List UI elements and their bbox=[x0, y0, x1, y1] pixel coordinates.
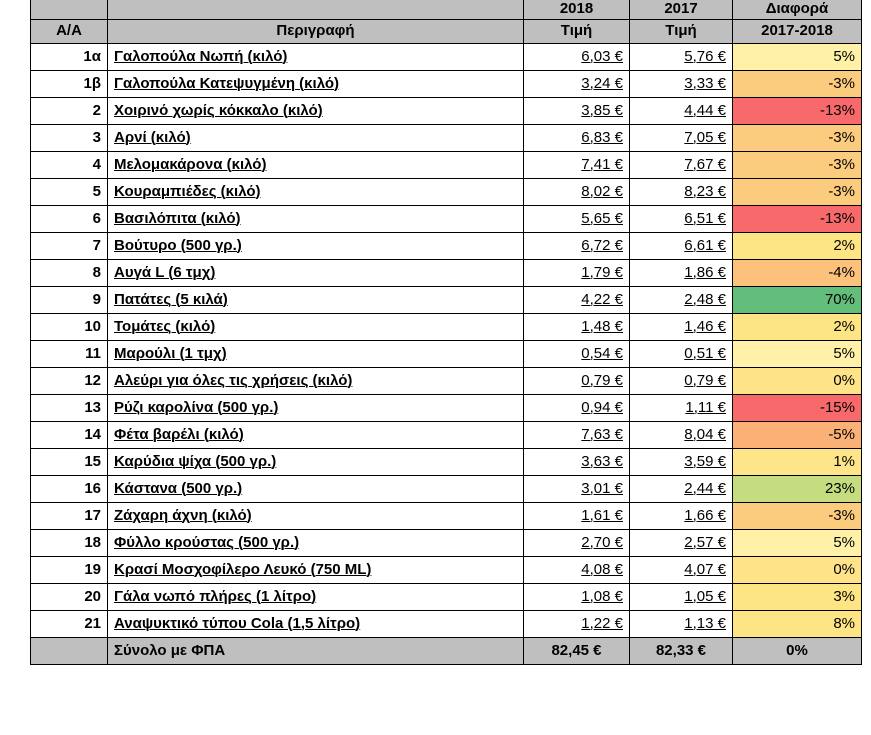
table-row bbox=[31, 475, 862, 502]
total-row bbox=[31, 637, 862, 664]
row-price-2018 bbox=[524, 97, 630, 124]
row-diff: -13% bbox=[733, 205, 862, 232]
row-price-2017-text: 8,23 € bbox=[684, 182, 726, 200]
total-diff: 0% bbox=[733, 637, 862, 664]
row-diff: 0% bbox=[733, 556, 862, 583]
row-description-text: Γαλοπούλα Κατεψυγμένη (κιλό) bbox=[114, 74, 340, 92]
row-price-2018-text: 3,24 € bbox=[581, 74, 623, 92]
row-price-2018-text: 1,48 € bbox=[581, 317, 623, 335]
row-description bbox=[108, 529, 524, 556]
row-description bbox=[108, 583, 524, 610]
row-aa: 1α bbox=[31, 43, 108, 70]
row-diff: -5% bbox=[733, 421, 862, 448]
row-price-2018-text: 1,79 € bbox=[581, 263, 623, 281]
row-price-2017 bbox=[630, 178, 733, 205]
row-description bbox=[108, 232, 524, 259]
row-price-2017-text: 8,04 € bbox=[684, 425, 726, 443]
row-description-text: Αυγά L (6 τμχ) bbox=[114, 263, 216, 281]
row-diff: 5% bbox=[733, 43, 862, 70]
row-price-2018-text: 1,08 € bbox=[581, 587, 623, 605]
row-price-2018-text: 5,65 € bbox=[581, 209, 623, 227]
table-row bbox=[31, 367, 862, 394]
row-description bbox=[108, 97, 524, 124]
row-aa: 9 bbox=[31, 286, 108, 313]
row-diff: 5% bbox=[733, 529, 862, 556]
row-description-text: Ρύζι καρολίνα (500 γρ.) bbox=[114, 398, 279, 416]
row-description-text: Ζάχαρη άχνη (κιλό) bbox=[114, 506, 252, 524]
row-description-text: Καρύδια ψίχα (500 γρ.) bbox=[114, 452, 277, 470]
row-diff: -13% bbox=[733, 97, 862, 124]
row-price-2018-text: 1,22 € bbox=[581, 614, 623, 632]
row-price-2017 bbox=[630, 70, 733, 97]
row-price-2017 bbox=[630, 367, 733, 394]
table-row bbox=[31, 70, 862, 97]
row-description bbox=[108, 259, 524, 286]
table-row bbox=[31, 313, 862, 340]
header-diff-line2: 2017-2018 bbox=[733, 19, 862, 43]
row-price-2018 bbox=[524, 232, 630, 259]
price-comparison-table bbox=[30, 0, 862, 665]
row-diff: 1% bbox=[733, 448, 862, 475]
row-price-2017 bbox=[630, 205, 733, 232]
row-price-2018 bbox=[524, 421, 630, 448]
row-price-2017-text: 1,86 € bbox=[684, 263, 726, 281]
row-price-2017-text: 0,51 € bbox=[684, 344, 726, 362]
row-description bbox=[108, 313, 524, 340]
row-price-2018-text: 6,72 € bbox=[581, 236, 623, 254]
total-label: Σύνολο με ΦΠΑ bbox=[108, 637, 524, 664]
row-diff: -15% bbox=[733, 394, 862, 421]
table-row bbox=[31, 178, 862, 205]
row-price-2018 bbox=[524, 502, 630, 529]
row-price-2018 bbox=[524, 124, 630, 151]
row-diff: 3% bbox=[733, 583, 862, 610]
row-price-2018 bbox=[524, 448, 630, 475]
row-description bbox=[108, 421, 524, 448]
row-price-2017-text: 1,66 € bbox=[684, 506, 726, 524]
table-row bbox=[31, 583, 862, 610]
row-description bbox=[108, 556, 524, 583]
table-row bbox=[31, 394, 862, 421]
row-description bbox=[108, 340, 524, 367]
row-price-2018-text: 3,63 € bbox=[581, 452, 623, 470]
header-aa-top bbox=[31, 0, 108, 19]
row-price-2017-text: 2,44 € bbox=[684, 479, 726, 497]
total-2018: 82,45 € bbox=[524, 637, 630, 664]
row-price-2018 bbox=[524, 583, 630, 610]
header-desc: Περιγραφή bbox=[108, 19, 524, 43]
row-diff: 8% bbox=[733, 610, 862, 637]
header-diff-line1: Διαφορά bbox=[733, 0, 862, 19]
row-price-2017 bbox=[630, 232, 733, 259]
table-body bbox=[31, 43, 862, 637]
row-price-2018-text: 8,02 € bbox=[581, 182, 623, 200]
row-description-text: Τομάτες (κιλό) bbox=[114, 317, 216, 335]
row-diff: 23% bbox=[733, 475, 862, 502]
row-aa: 18 bbox=[31, 529, 108, 556]
row-diff: -3% bbox=[733, 70, 862, 97]
table-row bbox=[31, 286, 862, 313]
row-price-2018 bbox=[524, 286, 630, 313]
row-price-2018 bbox=[524, 556, 630, 583]
row-price-2017-text: 7,05 € bbox=[684, 128, 726, 146]
row-description-text: Μελομακάρονα (κιλό) bbox=[114, 155, 267, 173]
row-price-2017 bbox=[630, 124, 733, 151]
table-row bbox=[31, 205, 862, 232]
header-aa: Α/Α bbox=[31, 19, 108, 43]
row-description-text: Πατάτες (5 κιλά) bbox=[114, 290, 228, 308]
table-row bbox=[31, 340, 862, 367]
total-2017: 82,33 € bbox=[630, 637, 733, 664]
row-price-2018-text: 7,63 € bbox=[581, 425, 623, 443]
row-price-2017 bbox=[630, 313, 733, 340]
table-row bbox=[31, 124, 862, 151]
table-header bbox=[31, 0, 862, 43]
row-diff: 0% bbox=[733, 367, 862, 394]
table-row bbox=[31, 232, 862, 259]
row-price-2017 bbox=[630, 448, 733, 475]
row-diff: -3% bbox=[733, 151, 862, 178]
row-price-2018 bbox=[524, 340, 630, 367]
row-price-2017 bbox=[630, 502, 733, 529]
row-price-2018 bbox=[524, 70, 630, 97]
table-row bbox=[31, 421, 862, 448]
row-aa: 11 bbox=[31, 340, 108, 367]
row-price-2018-text: 0,54 € bbox=[581, 344, 623, 362]
row-aa: 13 bbox=[31, 394, 108, 421]
row-description bbox=[108, 43, 524, 70]
row-description bbox=[108, 205, 524, 232]
row-price-2017-text: 2,48 € bbox=[684, 290, 726, 308]
row-price-2018 bbox=[524, 205, 630, 232]
row-price-2017 bbox=[630, 583, 733, 610]
row-price-2017-text: 1,05 € bbox=[684, 587, 726, 605]
row-description-text: Γάλα νωπό πλήρες (1 λίτρο) bbox=[114, 587, 317, 605]
row-description-text: Κρασί Μοσχοφίλερο Λευκό (750 ML) bbox=[114, 560, 372, 578]
row-aa: 14 bbox=[31, 421, 108, 448]
row-price-2018 bbox=[524, 610, 630, 637]
table-row bbox=[31, 448, 862, 475]
row-description-text: Κάστανα (500 γρ.) bbox=[114, 479, 243, 497]
row-price-2017-text: 3,33 € bbox=[684, 74, 726, 92]
row-description-text: Αλεύρι για όλες τις χρήσεις (κιλό) bbox=[114, 371, 353, 389]
row-price-2017-text: 1,46 € bbox=[684, 317, 726, 335]
table-row bbox=[31, 259, 862, 286]
row-price-2018-text: 1,61 € bbox=[581, 506, 623, 524]
row-price-2018 bbox=[524, 529, 630, 556]
table-row bbox=[31, 502, 862, 529]
header-2017-price: Τιμή bbox=[630, 19, 733, 43]
table-row bbox=[31, 556, 862, 583]
row-price-2018 bbox=[524, 43, 630, 70]
row-price-2017 bbox=[630, 286, 733, 313]
row-aa: 1β bbox=[31, 70, 108, 97]
row-price-2017 bbox=[630, 556, 733, 583]
row-description-text: Αρνί (κιλό) bbox=[114, 128, 191, 146]
row-price-2018-text: 3,85 € bbox=[581, 101, 623, 119]
table-row bbox=[31, 43, 862, 70]
row-description bbox=[108, 286, 524, 313]
row-aa: 7 bbox=[31, 232, 108, 259]
row-price-2018-text: 6,03 € bbox=[581, 47, 623, 65]
row-description-text: Κουραμπιέδες (κιλό) bbox=[114, 182, 261, 200]
row-price-2017-text: 2,57 € bbox=[684, 533, 726, 551]
row-description bbox=[108, 610, 524, 637]
row-price-2018-text: 0,94 € bbox=[581, 398, 623, 416]
table-row bbox=[31, 610, 862, 637]
row-price-2017 bbox=[630, 340, 733, 367]
row-description-text: Βασιλόπιτα (κιλό) bbox=[114, 209, 241, 227]
row-price-2017-text: 5,76 € bbox=[684, 47, 726, 65]
row-price-2017 bbox=[630, 394, 733, 421]
row-price-2017-text: 1,11 € bbox=[685, 398, 726, 416]
row-price-2018 bbox=[524, 394, 630, 421]
row-price-2018-text: 6,83 € bbox=[581, 128, 623, 146]
row-price-2017 bbox=[630, 610, 733, 637]
row-aa: 19 bbox=[31, 556, 108, 583]
row-price-2017-text: 6,51 € bbox=[684, 209, 726, 227]
header-2017-year: 2017 bbox=[630, 0, 733, 19]
row-diff: -4% bbox=[733, 259, 862, 286]
header-2018-price: Τιμή bbox=[524, 19, 630, 43]
row-description-text: Γαλοπούλα Νωπή (κιλό) bbox=[114, 47, 288, 65]
header-desc-top bbox=[108, 0, 524, 19]
row-diff: 5% bbox=[733, 340, 862, 367]
row-aa: 4 bbox=[31, 151, 108, 178]
total-aa bbox=[31, 637, 108, 664]
row-aa: 5 bbox=[31, 178, 108, 205]
row-description bbox=[108, 367, 524, 394]
row-aa: 3 bbox=[31, 124, 108, 151]
row-aa: 21 bbox=[31, 610, 108, 637]
row-price-2017-text: 4,44 € bbox=[684, 101, 726, 119]
row-aa: 16 bbox=[31, 475, 108, 502]
header-2018-year: 2018 bbox=[524, 0, 630, 19]
row-description bbox=[108, 151, 524, 178]
table-row bbox=[31, 97, 862, 124]
row-aa: 6 bbox=[31, 205, 108, 232]
row-description bbox=[108, 178, 524, 205]
row-aa: 17 bbox=[31, 502, 108, 529]
row-aa: 8 bbox=[31, 259, 108, 286]
row-diff: -3% bbox=[733, 502, 862, 529]
row-price-2017 bbox=[630, 475, 733, 502]
row-price-2017-text: 4,07 € bbox=[684, 560, 726, 578]
row-price-2017-text: 6,61 € bbox=[684, 236, 726, 254]
row-price-2018-text: 0,79 € bbox=[581, 371, 623, 389]
row-aa: 15 bbox=[31, 448, 108, 475]
row-price-2017 bbox=[630, 421, 733, 448]
row-price-2018-text: 2,70 € bbox=[581, 533, 623, 551]
row-description bbox=[108, 502, 524, 529]
row-price-2018 bbox=[524, 475, 630, 502]
row-description-text: Φέτα βαρέλι (κιλό) bbox=[114, 425, 244, 443]
table-row bbox=[31, 529, 862, 556]
row-diff: 2% bbox=[733, 313, 862, 340]
row-diff: -3% bbox=[733, 124, 862, 151]
row-description-text: Αναψυκτικό τύπου Cola (1,5 λίτρο) bbox=[114, 614, 361, 632]
row-description-text: Μαρούλι (1 τμχ) bbox=[114, 344, 227, 362]
row-price-2017 bbox=[630, 151, 733, 178]
row-price-2017 bbox=[630, 43, 733, 70]
row-description bbox=[108, 394, 524, 421]
row-price-2018 bbox=[524, 178, 630, 205]
row-diff: 2% bbox=[733, 232, 862, 259]
row-price-2017 bbox=[630, 259, 733, 286]
row-price-2017-text: 3,59 € bbox=[684, 452, 726, 470]
row-price-2018-text: 4,22 € bbox=[581, 290, 623, 308]
row-aa: 20 bbox=[31, 583, 108, 610]
row-description bbox=[108, 475, 524, 502]
row-price-2018 bbox=[524, 367, 630, 394]
row-price-2018-text: 7,41 € bbox=[581, 155, 623, 173]
row-description-text: Βούτυρο (500 γρ.) bbox=[114, 236, 242, 254]
row-price-2017 bbox=[630, 97, 733, 124]
row-description bbox=[108, 70, 524, 97]
row-price-2018 bbox=[524, 313, 630, 340]
row-aa: 2 bbox=[31, 97, 108, 124]
table-row bbox=[31, 151, 862, 178]
row-aa: 10 bbox=[31, 313, 108, 340]
row-price-2017 bbox=[630, 529, 733, 556]
row-price-2018 bbox=[524, 151, 630, 178]
row-price-2018-text: 4,08 € bbox=[581, 560, 623, 578]
row-aa: 12 bbox=[31, 367, 108, 394]
row-description-text: Χοιρινό χωρίς κόκκαλο (κιλό) bbox=[114, 101, 323, 119]
row-diff: -3% bbox=[733, 178, 862, 205]
row-price-2018-text: 3,01 € bbox=[581, 479, 623, 497]
row-price-2017-text: 7,67 € bbox=[684, 155, 726, 173]
row-price-2017-text: 0,79 € bbox=[684, 371, 726, 389]
row-description bbox=[108, 124, 524, 151]
row-diff: 70% bbox=[733, 286, 862, 313]
row-description bbox=[108, 448, 524, 475]
row-price-2018 bbox=[524, 259, 630, 286]
row-price-2017-text: 1,13 € bbox=[684, 614, 726, 632]
row-description-text: Φύλλο κρούστας (500 γρ.) bbox=[114, 533, 300, 551]
